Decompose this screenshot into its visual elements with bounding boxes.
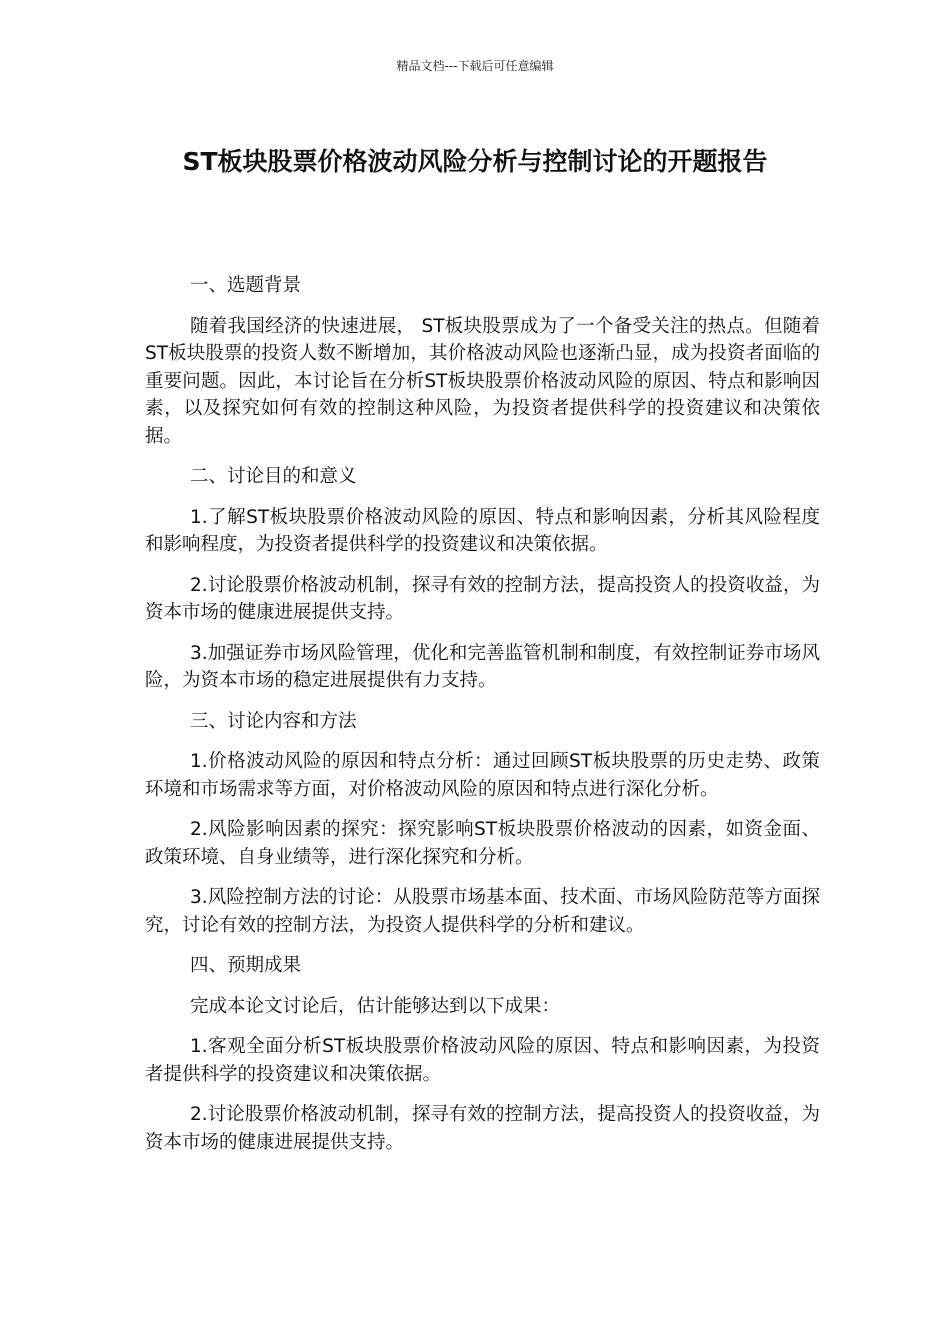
paragraph: 3.加强证券市场风险管理，优化和完善监管机制和制度，有效控制证券市场风险，为资本市场的稳定进展提供有力支持。 <box>145 642 820 691</box>
section-heading: 三、讨论内容和方法 <box>190 710 357 732</box>
section-content-methods <box>145 708 820 940</box>
page-header-watermark: 精品文档---下载后可任意编辑 <box>396 59 554 73</box>
section-heading: 四、预期成果 <box>190 955 302 976</box>
section-expected-results <box>145 952 820 1156</box>
paragraph: 1.价格波动风险的原因和特点分析：通过回顾ST板块股票的历史走势、政策环境和市场需求等方面，对价格波动风险的原因和特点进行深化分析。 <box>145 751 820 800</box>
paragraph: 2.风险影响因素的探究：探究影响ST板块股票价格波动的因素，如资金面、政策环境、自身业绩等，进行深化探究和分析。 <box>145 819 820 868</box>
paragraph: 2.讨论股票价格波动机制，探寻有效的控制方法，提高投资人的投资收益，为资本市场的健康进展提供支持。 <box>145 574 820 623</box>
section-purpose <box>145 463 820 695</box>
paragraph: 随着我国经济的快速进展， ST板块股票成为了一个备受关注的热点。但随着ST板块股票的投资人数不断增加，其价格波动风险也逐渐凸显，成为投资者面临的重要问题。因此，本讨论旨在分析ST板块股票价格波动风险的原因、特点和影响因素，以及探究如何有效的控制这种风险，为投资者提供科学的投资建议和决策依据。 <box>145 315 820 447</box>
paragraph: 3.风险控制方法的讨论：从股票市场基本面、技术面、市场风险防范等方面探究，讨论有效的控制方法，为投资人提供科学的分析和建议。 <box>145 887 820 936</box>
paragraph: 1.客观全面分析ST板块股票价格波动风险的原因、特点和影响因素，为投资者提供科学的投资建议和决策依据。 <box>145 1036 820 1085</box>
paragraph: 2.讨论股票价格波动机制，探寻有效的控制方法，提高投资人的投资收益，为资本市场的健康进展提供支持。 <box>145 1104 820 1153</box>
document-title: ST板块股票价格波动风险分析与控制讨论的开题报告 <box>182 147 768 176</box>
section-heading: 二、讨论目的和意义 <box>190 466 357 487</box>
document-body <box>145 272 820 1169</box>
section-heading: 一、选题背景 <box>190 275 302 296</box>
section-background <box>145 272 820 450</box>
paragraph: 1.了解ST板块股票价格波动风险的原因、特点和影响因素，分析其风险程度和影响程度，为投资者提供科学的投资建议和决策依据。 <box>145 506 820 555</box>
paragraph: 完成本论文讨论后，估计能够达到以下成果： <box>190 995 561 1017</box>
